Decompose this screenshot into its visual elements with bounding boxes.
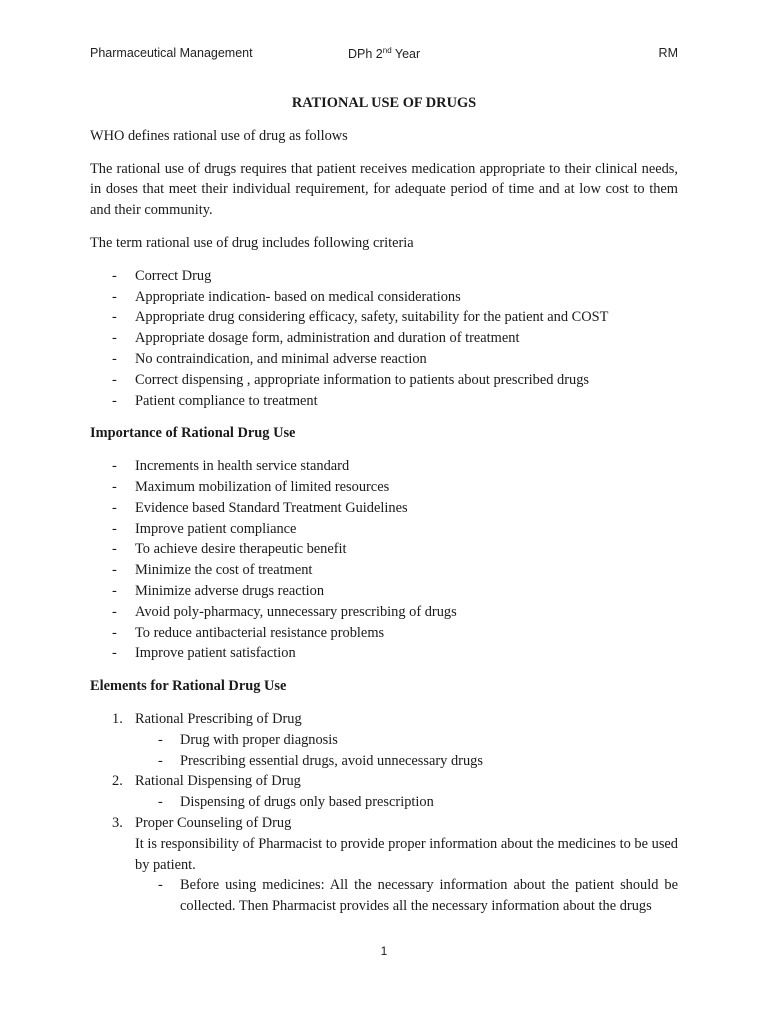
list-item: - Appropriate dosage form, administration and duration of treatment [112, 330, 520, 347]
list-item: - Before using medicines: All the necessary information about the patient should be collected. Then Pharmacist provides all the necessary information about the drugs [158, 877, 678, 915]
counseling-paragraph: It is responsibility of Pharmacist to provide proper information about the medicines to be used by patient. [135, 835, 678, 873]
list-item: - Evidence based Standard Treatment Guidelines [112, 499, 408, 516]
list-item: - No contraindication, and minimal adverse reaction [112, 350, 427, 367]
list-item: - Improve patient compliance [112, 520, 297, 537]
list-item: - Appropriate indication- based on medical considerations [112, 288, 461, 305]
list-item: - Drug with proper diagnosis [158, 731, 338, 748]
elements-list [90, 709, 678, 917]
definition-paragraph: The rational use of drugs requires that patient receives medication appropriate to their clinical needs, in doses that meet their individual requirement, for adequate period of time and at low cost to them and their community. [90, 160, 678, 219]
list-item: - Dispensing of drugs only based prescription [158, 794, 434, 811]
element-item-prescribing: 1. Rational Prescribing of Drug - Drug with proper diagnosis - Prescribing essential drugs, avoid unnecessary drugs [90, 709, 678, 771]
list-item: - Correct dispensing , appropriate information to patients about prescribed drugs [112, 371, 589, 388]
intro-paragraph: WHO defines rational use of drug as follows [90, 127, 348, 144]
list-item: - Minimize adverse drugs reaction [112, 582, 325, 599]
list-item: - Appropriate drug considering efficacy, safety, suitability for the patient and COST [112, 309, 609, 326]
element-item-dispensing: 2. Rational Dispensing of Drug - Dispensing of drugs only based prescription [90, 771, 678, 813]
elements-heading: Elements for Rational Drug Use [90, 678, 287, 695]
list-item: - Prescribing essential drugs, avoid unnecessary drugs [158, 752, 483, 769]
element-item-counseling: 3. Proper Counseling of Drug It is responsibility of Pharmacist to provide proper information about the medicines to be used by patient. - Before using medicines: All the necessary information about the patient should be collected. Then Pharmacist provides all the necessary information about the drugs [90, 813, 678, 917]
list-item: - Maximum mobilization of limited resources [112, 478, 390, 495]
page-title: RATIONAL USE OF DRUGS [291, 95, 477, 111]
element-sublist [135, 792, 678, 813]
criteria-intro: The term rational use of drug includes following criteria [90, 234, 414, 251]
list-item: - Patient compliance to treatment [112, 392, 318, 409]
list-item: - Correct Drug [112, 267, 212, 284]
list-item: - To reduce antibacterial resistance problems [112, 624, 385, 641]
importance-list [90, 456, 678, 664]
list-item: - To achieve desire therapeutic benefit [112, 541, 347, 558]
header-program: DPh 2nd Year [348, 46, 421, 62]
page-number: 1 [380, 944, 388, 958]
importance-heading: Importance of Rational Drug Use [90, 425, 296, 442]
element-sublist [135, 875, 678, 917]
list-item: - Improve patient satisfaction [112, 645, 296, 662]
element-sublist [135, 730, 678, 772]
criteria-list [90, 266, 678, 412]
list-item: - Minimize the cost of treatment [112, 562, 313, 579]
header-course: Pharmaceutical Management [90, 46, 253, 60]
header-author: RM [658, 46, 678, 60]
document-body [90, 93, 678, 917]
list-item: - Increments in health service standard [112, 458, 350, 475]
list-item: - Avoid poly-pharmacy, unnecessary prescribing of drugs [112, 603, 457, 620]
